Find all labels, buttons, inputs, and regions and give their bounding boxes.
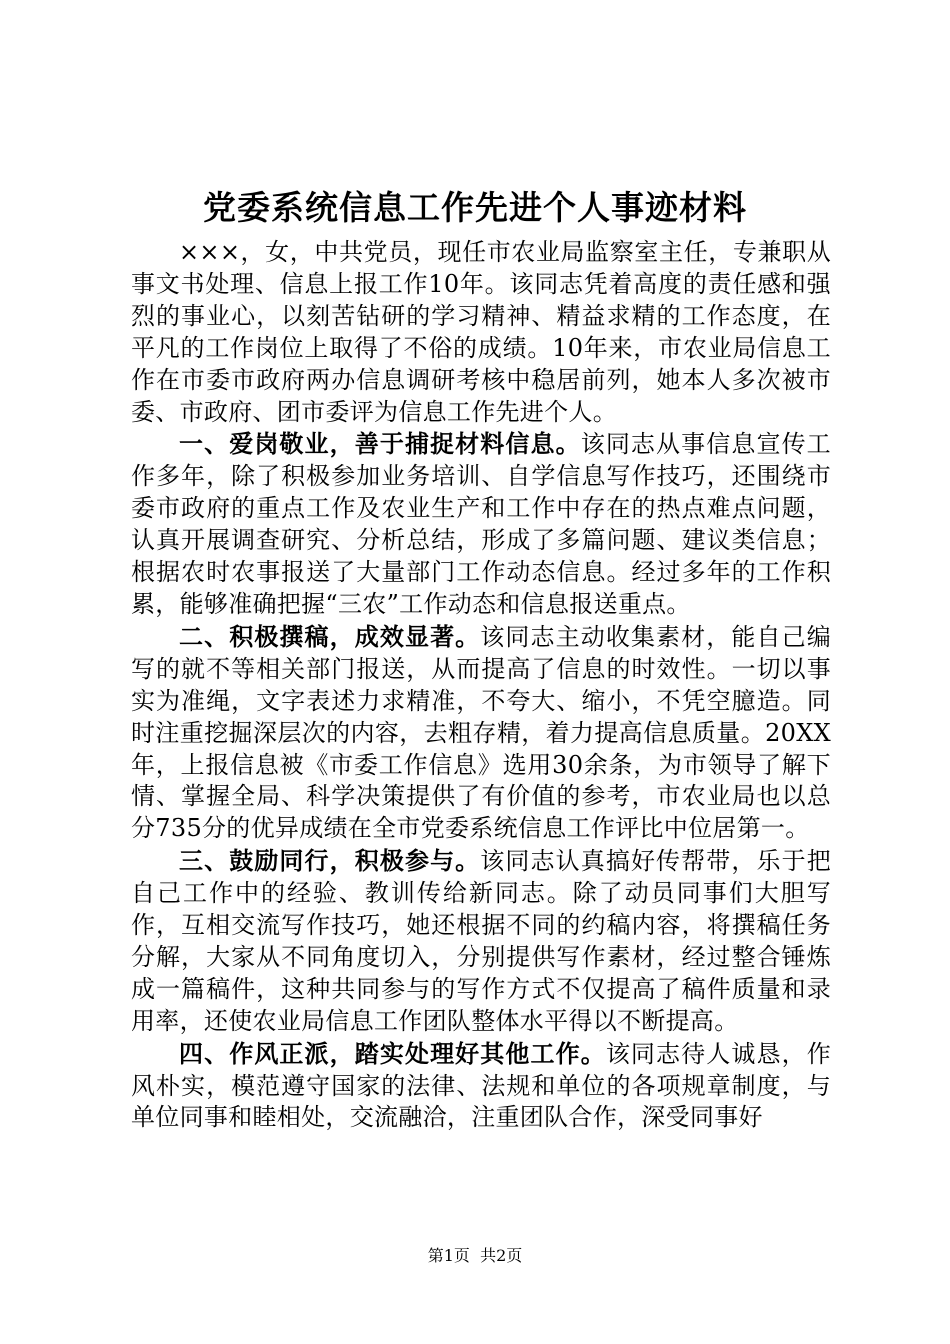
paragraph-text: 该同志待人诚恳，作风朴实，模范遵守国家的法律、法规和单位的各项规章制度，与单位同事和睦相处，交流融洽，注重团队合作，深受同事好	[131, 1039, 831, 1132]
section-heading: 一、爱岗敬业，善于捕捉材料信息。	[179, 429, 581, 459]
paragraph-text: ×××，女，中共党员，现任市农业局监察室主任，专兼职从事文书处理、信息上报工作10年。该同志凭着高度的责任感和强烈的事业心，以刻苦钻研的学习精神、精益求精的工作态度，在平凡的工作岗位上取得了不俗的成绩。10年来，市农业局信息工作在市委市政府两办信息调研考核中稳居前列，她本人多次被市委、市政府、团市委评为信息工作先进个人。	[131, 238, 831, 426]
paragraph-section-1	[131, 428, 831, 620]
paragraph-text: 该同志主动收集素材，能自己编写的就不等相关部门报送，从而提高了信息的时效性。一切以事实为准绳，文字表述力求精准，不夸大、缩小，不凭空臆造。同时注重挖掘深层次的内容，去粗存精，着力提高信息质量。20XX年，上报信息被《市委工作信息》选用30余条，为市领导了解下情、掌握全局、科学决策提供了有价值的参考，市农业局也以总分735分的优异成绩在全市党委系统信息工作评比中位居第一。	[131, 622, 831, 843]
paragraph-section-4	[131, 1038, 831, 1135]
page-number-label: 第1页 共2页	[427, 1246, 523, 1265]
paragraph-text: 该同志认真搞好传帮带，乐于把自己工作中的经验、教训传给新同志。除了动员同事们大胆写作，互相交流写作技巧，她还根据不同的约稿内容，将撰稿任务分解，大家从不同角度切入，分别提供写作素材，经过整合锤炼成一篇稿件，这种共同参与的写作方式不仅提高了稿件质量和录用率，还使农业局信息工作团队整体水平得以不断提高。	[131, 847, 831, 1035]
paragraph-section-2	[131, 621, 831, 845]
section-heading: 四、作风正派，踏实处理好其他工作。	[179, 1038, 606, 1068]
document-body	[131, 237, 831, 1134]
section-heading: 三、鼓励同行，积极参与。	[179, 846, 481, 876]
paragraph-section-3	[131, 845, 831, 1037]
paragraph-intro	[131, 237, 831, 428]
document-title: 党委系统信息工作先进个人事迹材料	[203, 188, 747, 227]
paragraph-text: 该同志从事信息宣传工作多年，除了积极参加业务培训、自学信息写作技巧，还围绕市委市政府的重点工作及农业生产和工作中存在的热点难点问题，认真开展调查研究、分析总结，形成了多篇问题、建议类信息；根据农时农事报送了大量部门工作动态信息。经过多年的工作积累，能够准确把握“三农”工作动态和信息报送重点。	[131, 430, 831, 618]
section-heading: 二、积极撰稿，成效显著。	[179, 621, 481, 651]
page-number-footer	[0, 1244, 950, 1268]
